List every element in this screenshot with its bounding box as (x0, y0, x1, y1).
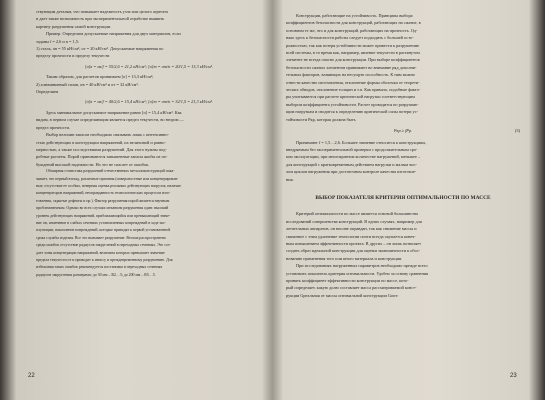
text-line: Пример. Определим допускаемые напряжения для двух материалов, если (46, 31, 181, 37)
text-line: отнести качество изготовления, отклонение формы оболочки от теорети- (286, 79, 420, 85)
text-line: Критерий оптимальности по массе является основой большинства (296, 211, 418, 217)
text-line: товления, скрытые дефекты и пр.). Фактор разрушения порой является научным (36, 198, 170, 203)
text-line: рый определяет, какую долю составляет масса рассматриваемой конст- (286, 285, 417, 291)
text-line: выбором коэффициента устойчивости. Расчет проводится по разрушаю- (286, 101, 419, 107)
text-line: лом циклов нагружения при достаточном контроле качества изготовле- (286, 169, 417, 175)
text-line: ние σв, изменение в слабых сечениях установленных повреждений в ходе экс- (36, 220, 166, 225)
right-page-text (286, 12, 520, 299)
text-line: тельных факторов, влияющих на несущую способность. К ним можно (286, 72, 415, 78)
text-line: ком эксплуатации, при многократном количестве нагружений, меньшее – (286, 154, 421, 160)
text-line: основном те же, что и для конструкций, работающих на прочность. Од- (286, 27, 418, 33)
text-line: видим, в первом случае определяющим является предел текучести, во втором — (36, 117, 184, 123)
text-line: стью действующих в конструкции напряжений, их величиной и равно- (36, 139, 166, 145)
text-line: плуатации, накопление повреждений, которые приводят к первой установленной (36, 228, 171, 233)
text-line: щим нагрузкам и сводится к определению критической силы потери ус- (286, 109, 419, 115)
text-line: рукции Gреальная от массы оптимальной конструкции Gопт: (286, 292, 399, 298)
text-line: [σ]в = σв/f = 55/2,6 = 21,2 кН/см²; [σ]т = σт/n = 20/1,5 = 13,3 кН/см². (84, 63, 214, 69)
text-line: безопасности сжатых элементов принимают во внимание ряд дополни- (286, 64, 417, 70)
left-page-number: 22 (28, 373, 35, 379)
text-line: дает зоны концентрации напряжений, величина которых превышает значение (36, 250, 165, 255)
text-line: пределу прочности и пределу текучести (36, 53, 110, 59)
text-line: ствующим деталям, что повышает надежность узла или целого агрегата (36, 9, 168, 14)
text-line: установить показатель критерия оптимальности. Удобно за основу сравнения (286, 270, 429, 276)
text-line: предел прочности. (36, 124, 70, 130)
right-page-number: 23 (510, 373, 517, 379)
text-line: нованию применения того или иного материала и конструкции. (286, 255, 403, 261)
text-line: ческих обводов, отклонение толщин и т.п. Как правило, подобные факто- (286, 87, 421, 93)
text-line: концентраторов напряжений, неоправданность технологических процессов изго- (36, 191, 171, 196)
text-line: срока службы изделия. Все это вызывает разрушение. Весьма распространено (36, 235, 166, 240)
text-line: картину разрушения самой конструкции. (36, 23, 112, 29)
text-line: Определяем (36, 89, 59, 95)
text-line: буждений высокой надежности. Но это не спасает от ошибок. (36, 161, 150, 167)
text-line: нако здесь к безопасности работы следует подходить с большей осто- (286, 35, 414, 41)
text-line: для конструкций с кратковременным действием нагрузки и малым чис- (286, 161, 417, 167)
text-line: ным повышением эффективности проекта. В других – он лишь позволяет (286, 240, 421, 246)
text-line: проблематичным. Однако во всех случаях механизм разрушения один: высокий (36, 206, 169, 211)
text-line: внедряемым без экспериментальной проверки с продолжительным сро- (286, 146, 418, 152)
left-page-text (36, 8, 262, 279)
text-line: Здесь минимальное допускаемое напряжение равно [σ] = 15,4 кН/см². Как (46, 109, 182, 115)
text-line: Принимают f = 1,5…2,6. Большее значение относится к конструкциям, (296, 139, 426, 145)
text-line: заданы f = 2,6 и n = 1,5: (36, 38, 80, 44)
left-page (14, 0, 264, 400)
text-line: всей системы, в то время как, например, явление текучести в растянутом (286, 50, 420, 56)
text-line: рожностью, так как потеря устойчивости может привести к разрушению (286, 42, 420, 48)
text-line: ния. (286, 176, 294, 182)
text-line: мерностью, а также последствиями разрушений. Для этого нужны под- (36, 146, 167, 152)
text-line: ные, отсутствие ее особых, неверная оценка реальных действующих нагрузок, наличие (36, 183, 182, 188)
text-line: связанное с этим удлинение технологии почти всегда окупается конеч- (286, 233, 416, 239)
text-line: летательных аппаратов, он вполне оправдан, так как снижение массы и (286, 226, 417, 232)
text-line: 1) сталь, σв = 55 кН/см², σт = 20 кН/см². Допускаемые напряжения по (36, 46, 164, 52)
text-line: элементе не всегда опасно для конструкции. При выборе коэффициентов (286, 57, 420, 63)
text-line: радиусов закругления размерами: до 30 мм – R2…3; до 200 мм – R5…5. (36, 272, 156, 277)
text-line: ры учитываются при расчете критической нагрузки соответствующим (286, 94, 415, 100)
text-line: исследований совершенства конструкций. В одних случаях, например для (286, 218, 422, 224)
text-line: Обширная статистика разрушений отечественных металлоконструкций пока- (46, 169, 175, 174)
right-page (282, 0, 532, 400)
text-line: Таким образом, для расчетов принимаем [σ] = 13,3 кН/см²; (46, 74, 154, 80)
text-line: среди ошибок отсутствие радиусов закруглений в переходных сечениях. Это соз- (36, 243, 171, 248)
text-line: и дает также возможность при экспериментальной отработке выявить (36, 16, 165, 22)
text-line: робные расчеты. Порой принимаются завышенные запасы якобы из по- (36, 154, 168, 160)
text-line: зывает, что первый взгляд, различные причины (поверхностные или концентрирован- (36, 176, 179, 181)
text-line: Конструкции, работающие на устойчивость. Принципы выбора (296, 13, 413, 18)
text-line: предела текучести σт и приводит к износу и преждевременному разрушению. Для (36, 258, 173, 262)
text-line: Выбор величин запасов необходимо связывать лишь с интенсивно- (46, 132, 169, 138)
text-line: принять коэффициент эффективности конструкции по массе, кото- (286, 278, 409, 284)
text-line: избежания таких ошибок рекомендуется постановка в переходных сечениях (36, 265, 163, 270)
text-line: тойчивости Pкр, которая должна быть (286, 116, 356, 122)
text-line: коэффициентов безопасности для конструкций, работающих на сжатие, в (286, 20, 421, 26)
text-line: ВЫБОР ПОКАЗАТЕЛЯ КРИТЕРИЯ ОПТИМАЛЬНОСТИ ПО МАССЕ (315, 194, 491, 201)
text-line: 2) алюминиевый сплав, σв = 40 кН/см² и σт = 32 кН/см². (36, 81, 139, 87)
text-line: (3) (514, 128, 520, 134)
text-line: Pкр ≥ fPр. (393, 128, 413, 134)
text-line: уровень действующих напряжений, приближающийся или превышающий значе- (36, 213, 171, 218)
text-line: [σ]в = σв/f = 40/2,6 = 15,4 кН/см²; [σ]т = σт/n = 32/1,5 = 21,3 кН/см². (84, 99, 214, 105)
text-line: создать образ идеальной конструкции для оценки экономичности к обос- (286, 248, 421, 254)
text-line: При исследованиях нагруженных параметров необходимо прежде всего (296, 263, 428, 269)
